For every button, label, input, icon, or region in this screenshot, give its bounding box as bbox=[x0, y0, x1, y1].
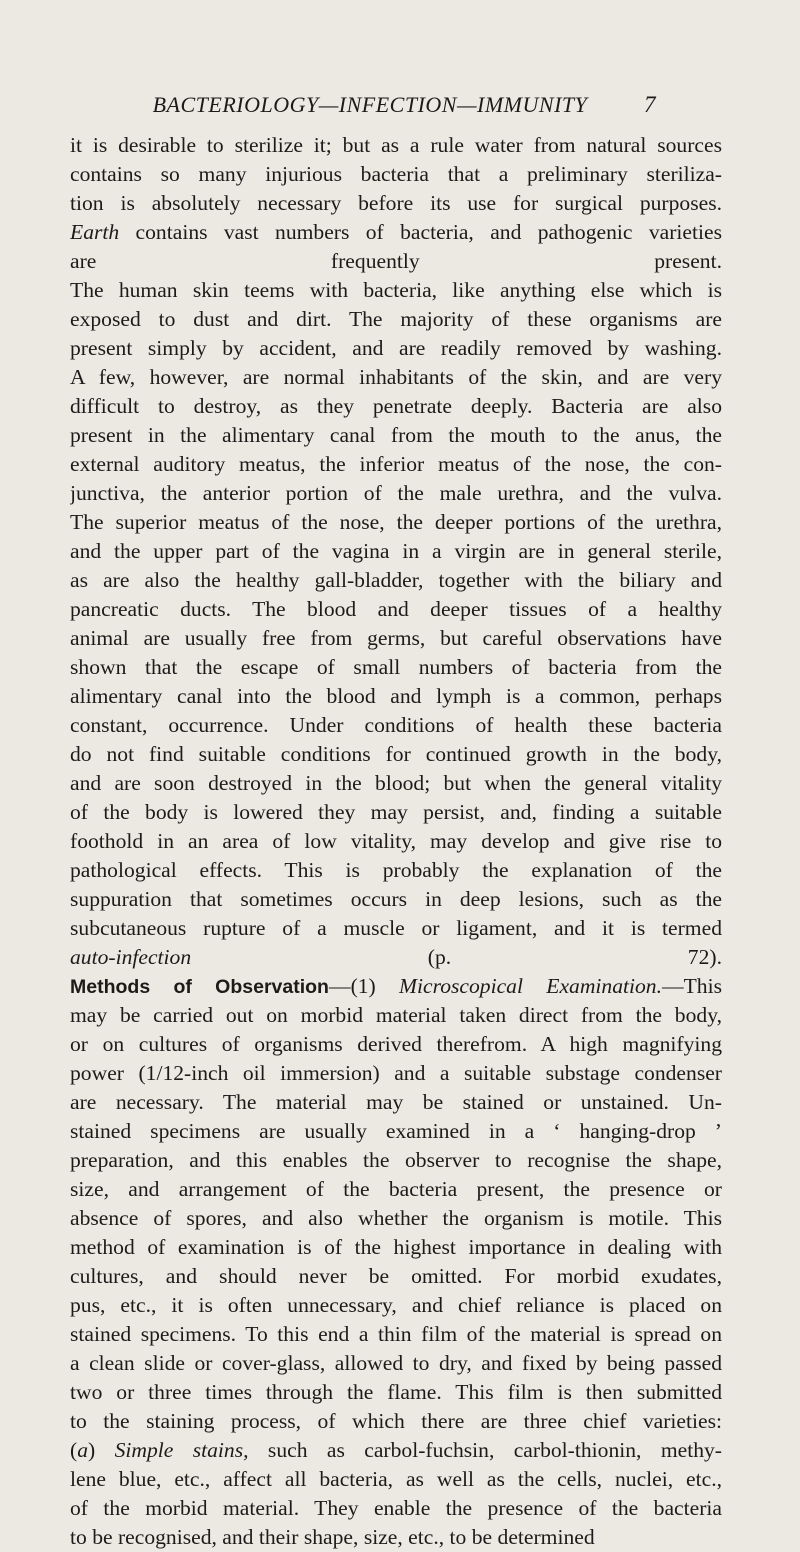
text-run: are frequently present. bbox=[70, 249, 722, 273]
text-line bbox=[70, 1175, 722, 1204]
text-line bbox=[70, 1320, 722, 1349]
page-number: 7 bbox=[644, 92, 656, 117]
text-run: The superior meatus of the nose, the deeper portions of the urethra, bbox=[70, 510, 722, 534]
text-run: pathological effects. This is probably the explanation of the bbox=[70, 858, 722, 882]
text-line bbox=[70, 1349, 722, 1378]
text-line bbox=[70, 972, 722, 1001]
text-line bbox=[70, 798, 722, 827]
text-run: pancreatic ducts. The blood and deeper tissues of a healthy bbox=[70, 597, 722, 621]
text-line bbox=[70, 827, 722, 856]
text-run: to be recognised, and their shape, size, etc., to be determined bbox=[70, 1525, 595, 1549]
text-run: stained specimens. To this end a thin film of the material is spread on bbox=[70, 1322, 722, 1346]
text-run: external auditory meatus, the inferior meatus of the nose, the con- bbox=[70, 452, 722, 476]
text-line bbox=[70, 189, 722, 218]
text-run: two or three times through the flame. This film is then submitted bbox=[70, 1380, 722, 1404]
text-run: are necessary. The material may be stained or unstained. Un- bbox=[70, 1090, 722, 1114]
text-run: constant, occurrence. Under conditions of health these bacteria bbox=[70, 713, 722, 737]
text-line bbox=[70, 363, 722, 392]
text-line bbox=[70, 479, 722, 508]
italic-text: Earth bbox=[70, 220, 120, 244]
text-run: The human skin teems with bacteria, like anything else which is bbox=[70, 278, 722, 302]
text-run: such as carbol-fuchsin, carbol-thionin, methy- bbox=[248, 1438, 722, 1462]
text-run: to the staining process, of which there are three chief varieties: bbox=[70, 1409, 722, 1433]
text-line bbox=[70, 595, 722, 624]
text-line bbox=[70, 653, 722, 682]
text-line bbox=[70, 305, 722, 334]
text-line bbox=[70, 508, 722, 537]
text-line bbox=[70, 740, 722, 769]
text-line bbox=[70, 1407, 722, 1436]
text-run: shown that the escape of small numbers of bacteria from the bbox=[70, 655, 722, 679]
text-run: animal are usually free from germs, but careful observations have bbox=[70, 626, 722, 650]
text-run: present in the alimentary canal from the mouth to the anus, the bbox=[70, 423, 722, 447]
text-line bbox=[70, 1146, 722, 1175]
text-line bbox=[70, 711, 722, 740]
text-line bbox=[70, 334, 722, 363]
text-run: stained specimens are usually examined in a ‘ hanging-drop ’ bbox=[70, 1119, 722, 1143]
text-run: preparation, and this enables the observer to recognise the shape, bbox=[70, 1148, 722, 1172]
text-run: pus, etc., it is often unnecessary, and chief reliance is placed on bbox=[70, 1293, 722, 1317]
bold-heading: Methods of Observation bbox=[70, 976, 329, 998]
text-line bbox=[70, 885, 722, 914]
text-run: ( bbox=[70, 1438, 78, 1462]
text-run: cultures, and should never be omitted. For morbid exudates, bbox=[70, 1264, 722, 1288]
text-line bbox=[70, 566, 722, 595]
text-line bbox=[70, 769, 722, 798]
text-line bbox=[70, 1088, 722, 1117]
text-line bbox=[70, 1117, 722, 1146]
text-run: exposed to dust and dirt. The majority of these organisms are bbox=[70, 307, 722, 331]
text-run: —(1) bbox=[328, 974, 400, 998]
text-run: (p. 72). bbox=[191, 945, 722, 969]
text-line bbox=[70, 1494, 722, 1523]
text-line bbox=[70, 218, 722, 247]
text-line bbox=[70, 160, 722, 189]
text-line bbox=[70, 1378, 722, 1407]
italic-text: Microscopical Examination. bbox=[399, 974, 663, 998]
text-line bbox=[70, 1030, 722, 1059]
text-run: and the upper part of the vagina in a virgin are in general sterile, bbox=[70, 539, 722, 563]
text-line bbox=[70, 1001, 722, 1030]
text-run: tion is absolutely necessary before its use for surgical purposes. bbox=[70, 191, 722, 215]
text-run: do not find suitable conditions for continued growth in the body, bbox=[70, 742, 722, 766]
text-run: contains vast numbers of bacteria, and pathogenic varieties bbox=[119, 220, 722, 244]
italic-text: auto-infection bbox=[70, 945, 192, 969]
text-line bbox=[70, 624, 722, 653]
text-run: alimentary canal into the blood and lymph is a common, perhaps bbox=[70, 684, 722, 708]
text-run: a clean slide or cover-glass, allowed to dry, and fixed by being passed bbox=[70, 1351, 722, 1375]
text-line bbox=[70, 1059, 722, 1088]
text-line bbox=[70, 1465, 722, 1494]
text-line bbox=[70, 1262, 722, 1291]
text-run: size, and arrangement of the bacteria present, the presence or bbox=[70, 1177, 722, 1201]
text-line bbox=[70, 450, 722, 479]
text-run: subcutaneous rupture of a muscle or ligament, and it is termed bbox=[70, 916, 722, 940]
text-run: suppuration that sometimes occurs in deep lesions, such as the bbox=[70, 887, 722, 911]
text-run: power (1/12-inch oil immersion) and a suitable substage condenser bbox=[70, 1061, 722, 1085]
text-line bbox=[70, 247, 722, 276]
text-run: ) bbox=[88, 1438, 115, 1462]
text-run: and are soon destroyed in the blood; but when the general vitality bbox=[70, 771, 722, 795]
text-run: of the morbid material. They enable the presence of the bacteria bbox=[70, 1496, 722, 1520]
body-text bbox=[70, 131, 722, 1552]
text-line bbox=[70, 1523, 722, 1552]
text-run: absence of spores, and also whether the organism is motile. This bbox=[70, 1206, 722, 1230]
text-line bbox=[70, 1233, 722, 1262]
text-run: contains so many injurious bacteria that a preliminary steriliza- bbox=[70, 162, 722, 186]
text-line bbox=[70, 1436, 722, 1465]
text-run: it is desirable to sterilize it; but as a rule water from natural sources bbox=[70, 133, 722, 157]
text-run: of the body is lowered they may persist, and, finding a suitable bbox=[70, 800, 722, 824]
text-line bbox=[70, 392, 722, 421]
text-run: present simply by accident, and are readily removed by washing. bbox=[70, 336, 722, 360]
text-run: or on cultures of organisms derived therefrom. A high magnifying bbox=[70, 1032, 722, 1056]
text-line bbox=[70, 682, 722, 711]
text-run: method of examination is of the highest importance in dealing with bbox=[70, 1235, 722, 1259]
text-line bbox=[70, 1204, 722, 1233]
text-line bbox=[70, 537, 722, 566]
text-run: foothold in an area of low vitality, may develop and give rise to bbox=[70, 829, 722, 853]
italic-text: a bbox=[77, 1438, 88, 1462]
text-run: may be carried out on morbid material taken direct from the body, bbox=[70, 1003, 722, 1027]
text-line bbox=[70, 856, 722, 885]
text-run: as are also the healthy gall-bladder, together with the biliary and bbox=[70, 568, 722, 592]
text-line bbox=[70, 276, 722, 305]
text-line bbox=[70, 421, 722, 450]
text-line bbox=[70, 914, 722, 943]
text-run: difficult to destroy, as they penetrate deeply. Bacteria are also bbox=[70, 394, 722, 418]
text-line bbox=[70, 1291, 722, 1320]
text-line bbox=[70, 131, 722, 160]
text-run: —This bbox=[662, 974, 722, 998]
italic-text: Simple stains, bbox=[114, 1438, 249, 1462]
text-line bbox=[70, 943, 722, 972]
text-run: A few, however, are normal inhabitants of the skin, and are very bbox=[70, 365, 722, 389]
running-head: BACTERIOLOGY—INFECTION—IMMUNITY bbox=[152, 92, 588, 117]
text-run: junctiva, the anterior portion of the male urethra, and the vulva. bbox=[70, 481, 722, 505]
text-run: lene blue, etc., affect all bacteria, as well as the cells, nuclei, etc., bbox=[70, 1467, 722, 1491]
